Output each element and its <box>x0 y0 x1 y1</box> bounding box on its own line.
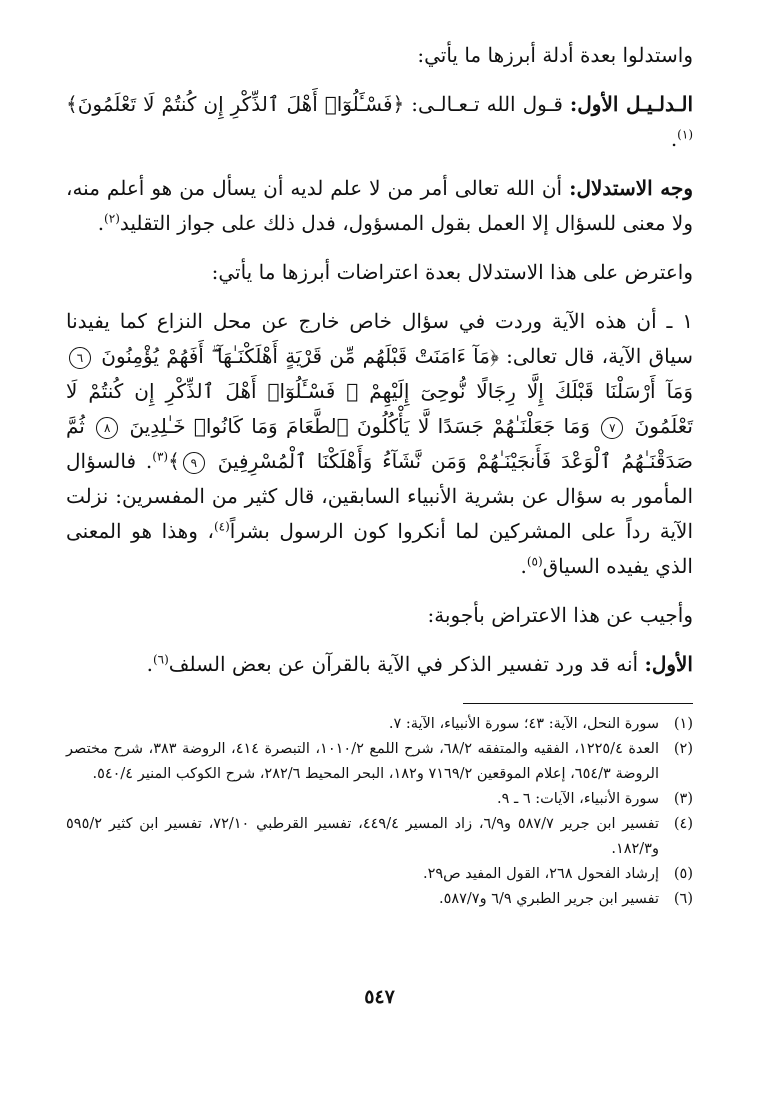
quran-verse-8: وَمَا جَعَلْنَـٰهُمْ جَسَدًا لَّا يَأْكُلُونَ ٱلطَّعَامَ وَمَا كَانُوا۟ خَـٰلِدِينَ <box>129 414 591 438</box>
objection-one-paragraph: ١ ـ أن هذه الآية وردت في سؤال خاص خارج عن محل النزاع كما يفيدنا سياق الآية، قال تعالى: ﴿مَآ ءَامَنَتْ قَبْلَهُم مِّن قَرْيَةٍ أَهْلَكْنَـٰهَآ ۖ أَفَهُمْ يُؤْمِنُونَ ٦ وَمَآ أَرْسَلْنَا قَبْلَكَ إِلَّا رِجَالًا نُّوحِىٓ إِلَيْهِمْ ۖ فَسْـَٔلُوٓا۟ أَهْلَ ٱلذِّكْرِ إِن كُنتُمْ لَا تَعْلَمُونَ ٧ وَمَا جَعَلْنَـٰهُمْ جَسَدًا لَّا يَأْكُلُونَ ٱلطَّعَامَ وَمَا كَانُوا۟ خَـٰلِدِينَ ٨ ثُمَّ صَدَقْنَـٰهُمُ ٱلْوَعْدَ فَأَنجَيْنَـٰهُمْ وَمَن نَّشَآءُ وَأَهْلَكْنَا ٱلْمُسْرِفِينَ ٩﴾$^{(٣)}$. فالسؤال المأمور به سؤال عن بشرية الأنبياء السابقين، قال كثير من المفسرين: نزلت الآية رداً على المشركين لما أنكروا كون الرسول بشراً$^{(٤)}$، وهذا هو المعنى الذي يفيده السياق$^{(٥)}$. <box>66 309 694 578</box>
quran-verse-9: ثُمَّ صَدَقْنَـٰهُمُ ٱلْوَعْدَ فَأَنجَيْنَـٰهُمْ وَمَن نَّشَآءُ وَأَهْلَكْنَا ٱلْمُسْرِفِينَ <box>66 414 693 473</box>
verse-number-6: ٦ <box>69 347 91 369</box>
footnote-number: (٦) <box>673 891 693 907</box>
footnote-text: سورة الأنبياء، الآيات: ٦ ـ ٩. <box>496 791 659 807</box>
footnote-number: (٣) <box>673 791 693 807</box>
footnote-number: (٢) <box>673 741 693 757</box>
footnote-ref-2: (٢) <box>104 211 120 226</box>
verse-number-8: ٨ <box>96 417 118 439</box>
footnotes <box>66 712 693 912</box>
footnote <box>66 712 693 737</box>
footnote-number: (٥) <box>673 866 693 882</box>
footnote-text: تفسير ابن جرير الطبري ٦/٩ و٥٨٧/٧. <box>438 891 659 907</box>
footnote-text: تفسير ابن جرير ٥٨٧/٧ و٦/٩، زاد المسير ٤٤٩/٤، تفسير القرطبي ٧٢/١٠، تفسير ابن كثير ٥٩٥/٢ و١٨٢/٣. <box>66 816 659 857</box>
footnote <box>66 862 693 887</box>
footnote-ref-5: (٥) <box>526 554 543 569</box>
verse-number-9: ٩ <box>183 452 205 474</box>
evidence-one-paragraph: الـدلـيـل الأول: قـول الله تـعـالـى: ﴿فَسْـَٔلُوٓا۟ أَهْلَ ٱلذِّكْرِ إِن كُنتُمْ لَا تَعْلَمُونَ﴾$^{(١)}$. <box>66 92 694 151</box>
main-text <box>66 38 693 682</box>
quran-verse-6: ﴿مَآ ءَامَنَتْ قَبْلَهُم مِّن قَرْيَةٍ أَهْلَكْنَـٰهَآ ۖ أَفَهُمْ يُؤْمِنُونَ <box>101 344 499 368</box>
inference-text: أن الله تعالى أمر من لا علم لديه أن يسأل من هو أعلم منه، ولا معنى للسؤال إلا العمل بقول المسؤول، فدل ذلك على جواز التقليد <box>66 176 693 235</box>
footnote <box>66 887 693 912</box>
answers-intro: وأجيب عن هذا الاعتراض بأجوبة: <box>427 603 693 627</box>
footnote-divider <box>463 703 693 704</box>
intro-paragraph: واستدلوا بعدة أدلة أبرزها ما يأتي: <box>417 43 693 67</box>
footnote-text: العدة ١٢٢٥/٤، الفقيه والمتفقه ٦٨/٢، شرح اللمع ١٠١٠/٢، التبصرة ٤١٤، الروضة ٣٨٣، شرح مختصر الروضة ٦٥٤/٣، إعلام الموقعين ٧١٦٩/٢ و١٨٢، البحر المحيط ٢٨٢/٦، شرح الكوكب المنير ٥٤٠/٤. <box>66 741 659 782</box>
footnote-ref-1: (١) <box>677 127 693 142</box>
footnote-ref-6: (٦) <box>152 652 169 667</box>
footnote <box>66 787 693 812</box>
page-number: ٥٤٧ <box>364 986 395 1008</box>
footnote-text: سورة النحل، الآية: ٤٣؛ سورة الأنبياء، الآية: ٧. <box>388 716 659 732</box>
quran-verse: ﴿فَسْـَٔلُوٓا۟ أَهْلَ ٱلذِّكْرِ إِن كُنتُمْ لَا تَعْلَمُونَ﴾ <box>66 92 405 116</box>
verse-number-7: ٧ <box>601 417 623 439</box>
evidence-one-label: الـدلـيـل الأول: <box>569 92 694 116</box>
inference-paragraph: وجه الاستدلال: أن الله تعالى أمر من لا علم لديه أن يسأل من هو أعلم منه، ولا معنى للسؤال إلا العمل بقول المسؤول، فدل ذلك على جواز التقليد$^{(٢)}$. <box>66 176 694 235</box>
footnote-ref-3: (٣) <box>152 449 169 464</box>
answer-one-paragraph: الأول: أنه قد ورد تفسير الذكر في الآية بالقرآن عن بعض السلف$^{(٦)}$. <box>146 652 693 676</box>
quran-verse-7: وَمَآ أَرْسَلْنَا قَبْلَكَ إِلَّا رِجَالًا نُّوحِىٓ إِلَيْهِمْ ۖ فَسْـَٔلُوٓا۟ أَهْلَ ٱلذِّكْرِ إِن كُنتُمْ لَا تَعْلَمُونَ <box>66 379 693 438</box>
footnote-number: (٤) <box>673 816 693 832</box>
footnote-ref-4: (٤) <box>213 519 230 534</box>
footnote <box>66 737 693 787</box>
footnote-number: (١) <box>673 716 693 732</box>
footnote-text: إرشاد الفحول ٢٦٨، القول المفيد ص٢٩. <box>422 866 659 882</box>
footnote <box>66 812 693 862</box>
evidence-one-text: قـول الله تـعـالـى: <box>411 92 563 116</box>
inference-label: وجه الاستدلال: <box>569 176 694 200</box>
answer-one-label: الأول: <box>644 652 693 676</box>
objection-intro: واعترض على هذا الاستدلال بعدة اعتراضات أبرزها ما يأتي: <box>211 260 693 284</box>
objection-number: ١ ـ <box>666 309 694 333</box>
